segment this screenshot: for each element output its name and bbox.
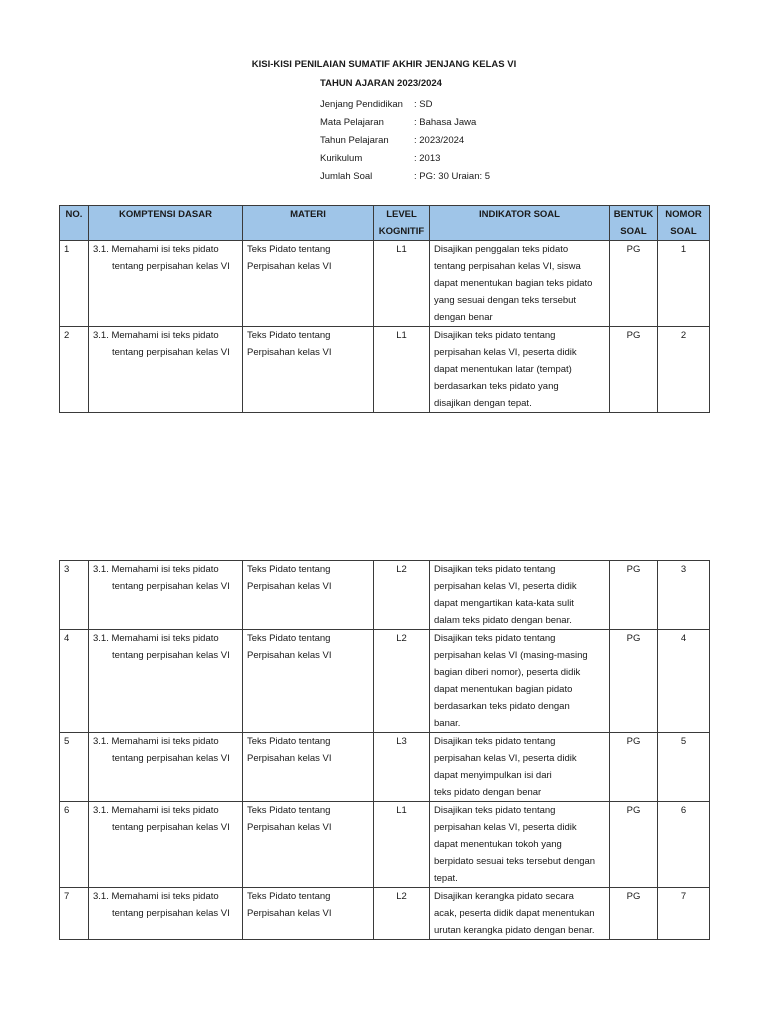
cell-bentuk: PG — [610, 888, 658, 940]
cell-indikator-line: berdasarkan teks pidato dengan — [434, 701, 570, 712]
cell-indikator-line: Disajikan teks pidato tentang — [434, 805, 556, 816]
cell-kompetensi-dasar-line: 3.1. Memahami isi teks pidato — [93, 564, 219, 575]
cell-bentuk: PG — [610, 241, 658, 327]
cell-indikator-line: perpisahan kelas VI (masing-masing — [434, 650, 588, 661]
cell-kompetensi-dasar — [89, 241, 243, 327]
cell-indikator-line: teks pidato dengan benar — [434, 787, 542, 798]
cell-materi-line: Perpisahan kelas VI — [247, 347, 332, 358]
header-bentuk-soal — [610, 206, 658, 241]
cell-indikator-line: dapat menentukan bagian teks pidato — [434, 278, 593, 289]
cell-indikator-line: dengan benar — [434, 312, 493, 323]
table-row — [60, 561, 710, 630]
cell-level: L2 — [374, 888, 430, 940]
cell-kompetensi-dasar — [89, 733, 243, 802]
cell-no: 5 — [60, 733, 89, 802]
table-row — [60, 241, 710, 327]
meta-row — [320, 113, 490, 131]
cell-indikator-line: bagian diberi nomor), peserta didik — [434, 667, 581, 678]
header-kompetensi-dasar: KOMPTENSI DASAR — [89, 206, 243, 241]
cell-indikator — [430, 802, 610, 888]
cell-no: 6 — [60, 802, 89, 888]
cell-materi-line: Perpisahan kelas VI — [247, 581, 332, 592]
cell-indikator-line: Disajikan teks pidato tentang — [434, 736, 556, 747]
cell-materi-line: Teks Pidato tentang — [247, 633, 331, 644]
cell-materi-line: Perpisahan kelas VI — [247, 822, 332, 833]
cell-kompetensi-dasar-line: 3.1. Memahami isi teks pidato — [93, 805, 219, 816]
meta-value: : 2023/2024 — [414, 134, 465, 146]
table-row — [60, 888, 710, 940]
cell-no: 7 — [60, 888, 89, 940]
cell-no: 1 — [60, 241, 89, 327]
cell-materi — [243, 733, 374, 802]
cell-indikator-line: acak, peserta didik dapat menentukan — [434, 908, 595, 919]
cell-indikator-line: perpisahan kelas VI, peserta didik — [434, 347, 577, 358]
cell-materi-line: Teks Pidato tentang — [247, 891, 331, 902]
cell-indikator-line: tentang perpisahan kelas VI, siswa — [434, 261, 581, 272]
cell-kompetensi-dasar-line: 3.1. Memahami isi teks pidato — [93, 891, 219, 902]
cell-indikator-line: dapat menentukan tokoh yang — [434, 839, 562, 850]
cell-kompetensi-dasar — [89, 802, 243, 888]
cell-materi-line: Teks Pidato tentang — [247, 736, 331, 747]
cell-nomor: 7 — [658, 888, 710, 940]
meta-label: Jumlah Soal — [320, 170, 373, 182]
cell-indikator-line: dapat menentukan bagian pidato — [434, 684, 573, 695]
cell-materi-line: Perpisahan kelas VI — [247, 753, 332, 764]
cell-kompetensi-dasar — [89, 561, 243, 630]
kisi-kisi-table-page2 — [59, 560, 710, 940]
cell-indikator — [430, 630, 610, 733]
cell-indikator-line: dapat menyimpulkan isi dari — [434, 770, 552, 781]
meta-row — [320, 131, 490, 149]
table-row — [60, 802, 710, 888]
meta-label: Tahun Pelajaran — [320, 134, 389, 146]
cell-bentuk: PG — [610, 733, 658, 802]
cell-materi-line: Perpisahan kelas VI — [247, 261, 332, 272]
cell-nomor: 5 — [658, 733, 710, 802]
cell-indikator-line: perpisahan kelas VI, peserta didik — [434, 581, 577, 592]
cell-level: L2 — [374, 630, 430, 733]
table-row — [60, 630, 710, 733]
header-materi: MATERI — [243, 206, 374, 241]
cell-indikator-line: yang sesuai dengan teks tersebut — [434, 295, 577, 306]
cell-indikator-line: banar. — [434, 718, 461, 729]
cell-kompetensi-dasar — [89, 888, 243, 940]
cell-materi — [243, 327, 374, 413]
cell-indikator-line: Disajikan penggalan teks pidato — [434, 244, 569, 255]
cell-indikator-line: Disajikan kerangka pidato secara — [434, 891, 574, 902]
table-header-row — [60, 206, 710, 241]
cell-kompetensi-dasar — [89, 630, 243, 733]
cell-indikator-line: Disajikan teks pidato tentang — [434, 330, 556, 341]
cell-indikator-line: Disajikan teks pidato tentang — [434, 633, 556, 644]
header-level-line: KOGNITIF — [378, 226, 425, 237]
cell-materi-line: Teks Pidato tentang — [247, 564, 331, 575]
cell-kompetensi-dasar-line: tentang perpisahan kelas VI — [112, 908, 230, 919]
cell-bentuk: PG — [610, 561, 658, 630]
meta-row — [320, 149, 490, 167]
cell-indikator-line: perpisahan kelas VI, peserta didik — [434, 822, 577, 833]
header-level-kognitif — [374, 206, 430, 241]
cell-materi — [243, 888, 374, 940]
cell-level: L1 — [374, 327, 430, 413]
cell-no: 2 — [60, 327, 89, 413]
cell-level: L1 — [374, 802, 430, 888]
cell-indikator — [430, 888, 610, 940]
table-row — [60, 733, 710, 802]
header-bentuk-line: BENTUK — [613, 209, 654, 220]
meta-label: Kurikulum — [320, 152, 363, 164]
cell-nomor: 4 — [658, 630, 710, 733]
cell-kompetensi-dasar-line: tentang perpisahan kelas VI — [112, 347, 230, 358]
cell-nomor: 2 — [658, 327, 710, 413]
cell-kompetensi-dasar-line: tentang perpisahan kelas VI — [112, 753, 230, 764]
cell-no: 3 — [60, 561, 89, 630]
cell-indikator — [430, 733, 610, 802]
document-subtitle: TAHUN AJARAN 2023/2024 — [320, 78, 442, 89]
cell-nomor: 3 — [658, 561, 710, 630]
cell-materi-line: Teks Pidato tentang — [247, 330, 331, 341]
cell-indikator-line: disajikan dengan tepat. — [434, 398, 532, 409]
meta-value: : Bahasa Jawa — [414, 116, 477, 128]
kisi-kisi-table-page1 — [59, 205, 710, 413]
header-nomor-line: SOAL — [670, 226, 697, 237]
cell-indikator-line: berdasarkan teks pidato yang — [434, 381, 559, 392]
document-title: KISI-KISI PENILAIAN SUMATIF AKHIR JENJANG KELAS VI — [251, 59, 517, 70]
cell-nomor: 1 — [658, 241, 710, 327]
table-body — [60, 561, 710, 940]
cell-indikator-line: dapat menentukan latar (tempat) — [434, 364, 572, 375]
cell-kompetensi-dasar-line: 3.1. Memahami isi teks pidato — [93, 330, 219, 341]
header-no: NO. — [60, 206, 89, 241]
cell-nomor: 6 — [658, 802, 710, 888]
header-nomor-line: NOMOR — [665, 209, 702, 220]
cell-indikator-line: berpidato sesuai teks tersebut dengan — [434, 856, 596, 867]
cell-no: 4 — [60, 630, 89, 733]
header-indikator-soal: INDIKATOR SOAL — [430, 206, 610, 241]
cell-kompetensi-dasar-line: tentang perpisahan kelas VI — [112, 581, 230, 592]
cell-indikator-line: urutan kerangka pidato dengan benar. — [434, 925, 595, 936]
cell-kompetensi-dasar-line: tentang perpisahan kelas VI — [112, 261, 230, 272]
cell-materi — [243, 561, 374, 630]
cell-bentuk: PG — [610, 802, 658, 888]
header-level-line: LEVEL — [386, 209, 417, 220]
meta-row — [320, 167, 490, 185]
cell-indikator-line: Disajikan teks pidato tentang — [434, 564, 556, 575]
meta-value: : PG: 30 Uraian: 5 — [414, 170, 491, 182]
cell-indikator — [430, 327, 610, 413]
cell-materi — [243, 802, 374, 888]
cell-level: L3 — [374, 733, 430, 802]
header-nomor-soal — [658, 206, 710, 241]
cell-kompetensi-dasar-line: tentang perpisahan kelas VI — [112, 650, 230, 661]
cell-kompetensi-dasar-line: tentang perpisahan kelas VI — [112, 822, 230, 833]
meta-info — [320, 95, 490, 185]
table-row — [60, 327, 710, 413]
cell-materi — [243, 241, 374, 327]
cell-materi-line: Teks Pidato tentang — [247, 244, 331, 255]
cell-level: L1 — [374, 241, 430, 327]
cell-indikator — [430, 561, 610, 630]
meta-label: Jenjang Pendidikan — [320, 98, 403, 110]
cell-indikator-line: dalam teks pidato dengan benar. — [434, 615, 572, 626]
cell-kompetensi-dasar — [89, 327, 243, 413]
cell-kompetensi-dasar-line: 3.1. Memahami isi teks pidato — [93, 633, 219, 644]
cell-materi-line: Perpisahan kelas VI — [247, 650, 332, 661]
meta-value: : 2013 — [414, 152, 441, 164]
cell-kompetensi-dasar-line: 3.1. Memahami isi teks pidato — [93, 736, 219, 747]
cell-level: L2 — [374, 561, 430, 630]
meta-value: : SD — [414, 98, 433, 110]
cell-indikator-line: perpisahan kelas VI, peserta didik — [434, 753, 577, 764]
cell-materi — [243, 630, 374, 733]
cell-bentuk: PG — [610, 327, 658, 413]
cell-indikator — [430, 241, 610, 327]
cell-bentuk: PG — [610, 630, 658, 733]
cell-indikator-line: dapat mengartikan kata-kata sulit — [434, 598, 574, 609]
cell-kompetensi-dasar-line: 3.1. Memahami isi teks pidato — [93, 244, 219, 255]
cell-indikator-line: tepat. — [434, 873, 458, 884]
meta-row — [320, 95, 490, 113]
cell-materi-line: Teks Pidato tentang — [247, 805, 331, 816]
table-body — [60, 241, 710, 413]
header-bentuk-line: SOAL — [620, 226, 647, 237]
meta-label: Mata Pelajaran — [320, 116, 384, 128]
cell-materi-line: Perpisahan kelas VI — [247, 908, 332, 919]
